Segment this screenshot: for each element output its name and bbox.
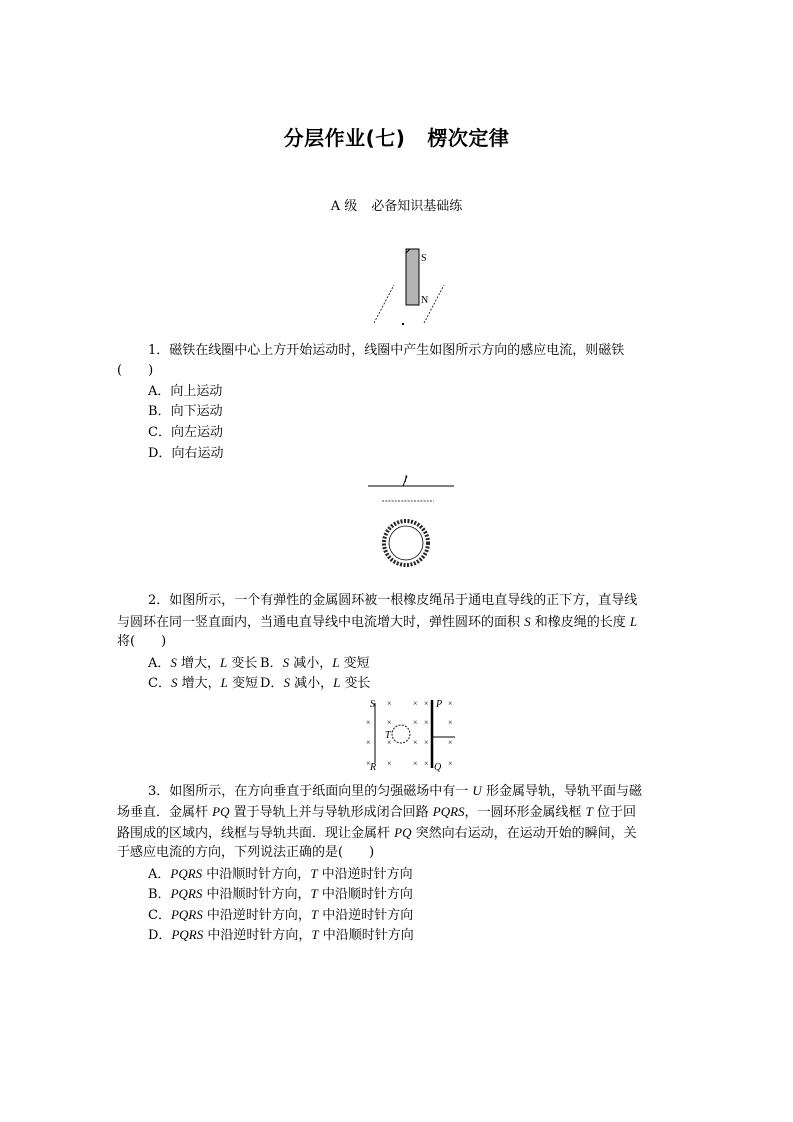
elastic-ring: [384, 521, 428, 565]
field-cross: ×: [448, 699, 453, 708]
field-cross: ×: [387, 718, 392, 727]
page-title: [0, 122, 793, 151]
q1-option-b[interactable]: B．向下运动: [148, 404, 223, 419]
figure-1-magnet-coil: [360, 245, 460, 330]
magnet-label-s: S: [421, 253, 427, 264]
q3-stem-line-4: 于感应电流的方向，下列说法正确的是( ): [117, 845, 375, 860]
label-t: T: [385, 730, 391, 741]
q1-option-d[interactable]: D．向右运动: [148, 446, 224, 461]
label-r: R: [370, 762, 377, 773]
title-right: 楞次定律: [427, 126, 510, 150]
q3-stem-line-2: 场垂直．金属杆 PQ 置于导轨上并与导轨形成闭合回路 PQRS，一圆环形金属线框 T 位于回: [117, 804, 637, 820]
field-cross: ×: [387, 699, 392, 708]
figure-3-u-rail-field: [360, 695, 460, 773]
field-cross: ×: [366, 738, 371, 747]
figure-2-wire-ring: [355, 470, 465, 585]
q1-number: 1．: [148, 343, 170, 358]
field-cross: ×: [424, 738, 429, 747]
q1-option-a[interactable]: A．向上运动: [148, 384, 223, 399]
ring-t: [392, 725, 410, 743]
field-cross: ×: [448, 759, 453, 768]
q3-option-b[interactable]: B．PQRS 中沿顺时针方向，T 中沿顺时针方向: [148, 886, 413, 902]
field-cross: ×: [387, 759, 392, 768]
current-label: I: [404, 474, 407, 484]
q2-stem-line-2: 与圆环在同一竖直面内，当通电直导线中电流增大时，弹性圆环的面积 S 和橡皮绳的长度 L: [117, 614, 638, 630]
field-cross: ×: [366, 759, 371, 768]
bar-magnet: [406, 249, 419, 305]
current-direction-mark: [402, 323, 404, 325]
section-level: A 级: [330, 199, 358, 214]
q3-option-a[interactable]: A．PQRS 中沿顺时针方向，T 中沿逆时针方向: [148, 866, 413, 882]
q3-option-d[interactable]: D．PQRS 中沿逆时针方向，T 中沿顺时针方向: [148, 927, 414, 943]
field-cross: ×: [366, 718, 371, 727]
field-cross: ×: [413, 759, 418, 768]
q2-stem-line-1: 2．如图所示，一个有弹性的金属圆环被一根橡皮绳吊于通电直导线的正下方，直导线: [148, 593, 638, 608]
field-cross: ×: [413, 738, 418, 747]
q2-options-row-2: [148, 672, 708, 694]
label-s: S: [370, 699, 375, 710]
q2-option-b[interactable]: B．S 减小，L 变短: [260, 655, 370, 671]
field-cross: ×: [448, 738, 453, 747]
section-name: 必备知识基础练: [371, 199, 463, 214]
field-cross: ×: [413, 718, 418, 727]
q1-stem-line-1: 1．磁铁在线圈中心上方开始运动时，线圈中产生如图所示方向的感应电流，则磁铁: [148, 343, 625, 358]
q2-stem-line-3: 将( ): [117, 634, 167, 649]
q2-option-d[interactable]: D．S 减小，L 变长: [260, 675, 371, 691]
field-cross: ×: [413, 699, 418, 708]
q2-option-c[interactable]: C．S 增大，L 变短: [148, 675, 258, 691]
q3-stem-line-3: 路围成的区域内，线框与导轨共面．现让金属杆 PQ 突然向右运动，在运动开始的瞬间，关: [117, 825, 637, 841]
title-left: 分层作业(七): [283, 126, 406, 150]
label-p: P: [436, 699, 443, 710]
q3-number: 3．: [148, 784, 170, 799]
field-cross: ×: [424, 718, 429, 727]
field-cross: ×: [387, 738, 392, 747]
q2-number: 2．: [148, 593, 170, 608]
q1-option-c[interactable]: C．向左运动: [148, 425, 223, 440]
q2-options-row-1: [148, 652, 708, 674]
section-heading: [0, 195, 793, 214]
field-cross: ×: [424, 759, 429, 768]
field-cross: ×: [424, 699, 429, 708]
q2-option-a[interactable]: A．S 增大，L 变长: [148, 655, 258, 671]
q1-stem-line-2: ( ): [117, 363, 154, 378]
field-cross: ×: [448, 718, 453, 727]
q3-stem-line-1: 3．如图所示，在方向垂直于纸面向里的匀强磁场中有一 U 形金属导轨，导轨平面与磁: [148, 783, 642, 799]
label-q: Q: [434, 762, 442, 773]
coil-left-edge: [374, 285, 394, 323]
q3-option-c[interactable]: C．PQRS 中沿逆时针方向，T 中沿逆时针方向: [148, 907, 414, 923]
magnet-label-n: N: [421, 295, 429, 306]
